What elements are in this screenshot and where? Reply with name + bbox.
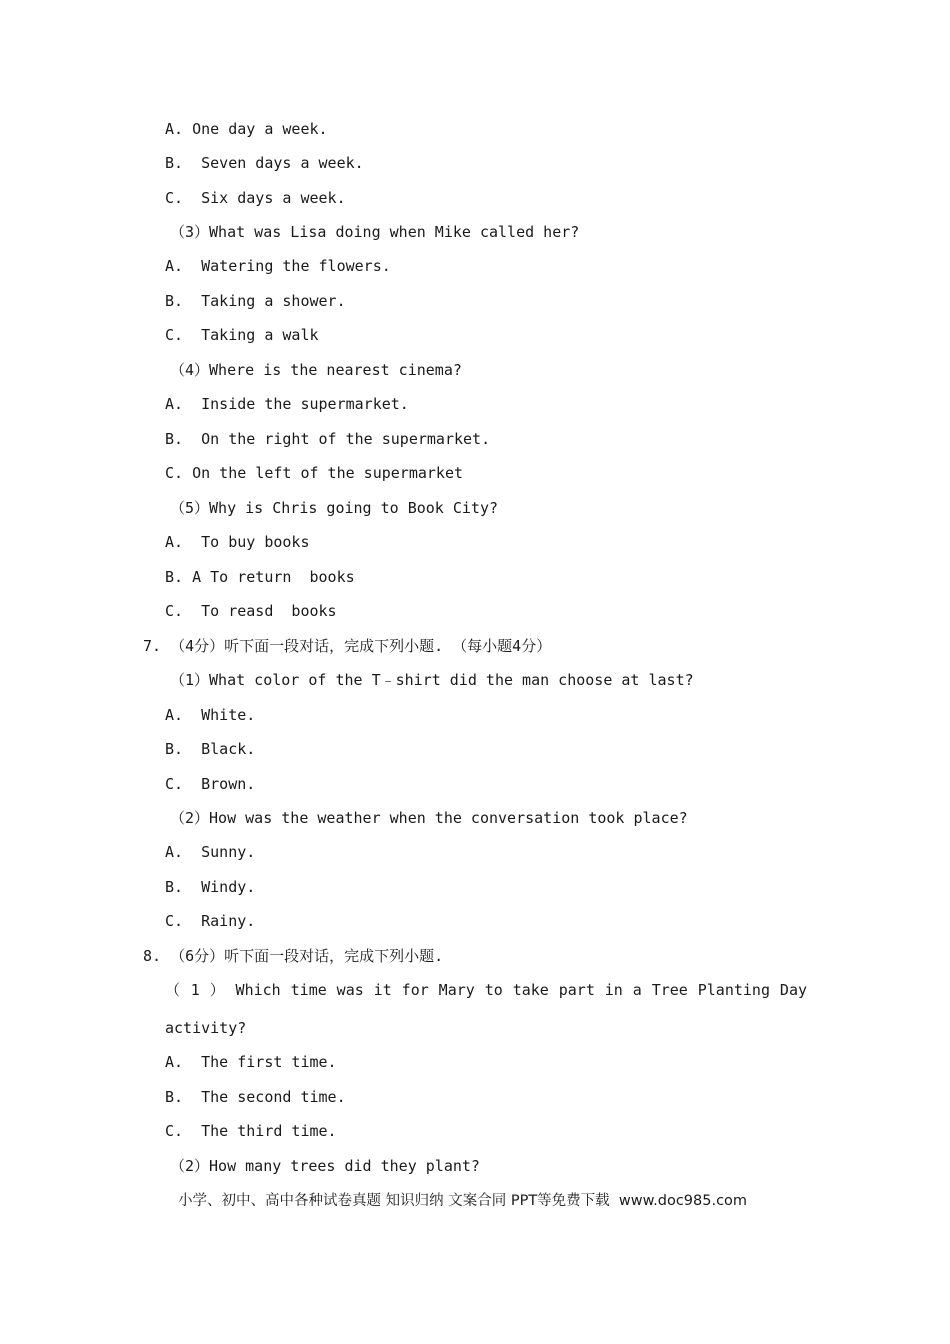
q3-question: （3）What was Lisa doing when Mike called her? [170,223,580,241]
s8-q2-question: （2）How many trees did they plant? [170,1157,480,1175]
s8-q1-option-c: C. The third time. [165,1122,337,1140]
q2-option-b: B. Seven days a week. [165,154,364,172]
q5-question: （5）Why is Chris going to Book City? [170,499,499,517]
s8-q1-question: （ 1 ） Which time was it for Mary to take part in a Tree Planting Day [165,981,807,999]
q2-option-c: C. Six days a week. [165,189,346,207]
q3-option-b: B. Taking a shower. [165,292,346,310]
q4-option-b: B. On the right of the supermarket. [165,430,491,448]
s7-q2-option-b: B. Windy. [165,878,256,896]
q5-option-b: B. A To return books [165,568,355,586]
s7-q2-option-a: A. Sunny. [165,843,256,861]
s8-q1-question-continued: activity? [165,1019,247,1037]
q4-option-c: C. On the left of the supermarket [165,464,464,482]
q5-option-c: C. To reasd books [165,602,337,620]
s7-q1-option-c: C. Brown. [165,775,256,793]
s7-q1-option-a: A. White. [165,706,256,724]
q4-question: （4）Where is the nearest cinema? [170,361,462,379]
q5-option-a: A. To buy books [165,533,310,551]
section-7-heading: 7. （4分）听下面一段对话，完成下列小题. （每小题4分） [143,637,552,655]
s8-q1-option-a: A. The first time. [165,1053,337,1071]
s7-q1-option-b: B. Black. [165,740,256,758]
q3-option-a: A. Watering the flowers. [165,257,391,275]
s8-q1-option-b: B. The second time. [165,1088,346,1106]
s7-q1-question: （1）What color of the T﹣shirt did the man choose at last? [170,671,694,689]
q3-option-c: C. Taking a walk [165,326,319,344]
section-8-heading: 8. （6分）听下面一段对话，完成下列小题. [143,947,444,965]
s7-q2-option-c: C. Rainy. [165,912,256,930]
q2-option-a: A. One day a week. [165,120,328,138]
s7-q2-question: （2）How was the weather when the conversation took place? [170,809,688,827]
page-footer: 小学、初中、高中各种试卷真题 知识归纳 文案合同 PPT等免费下载 www.doc985.com [178,1193,748,1209]
q4-option-a: A. Inside the supermarket. [165,395,409,413]
